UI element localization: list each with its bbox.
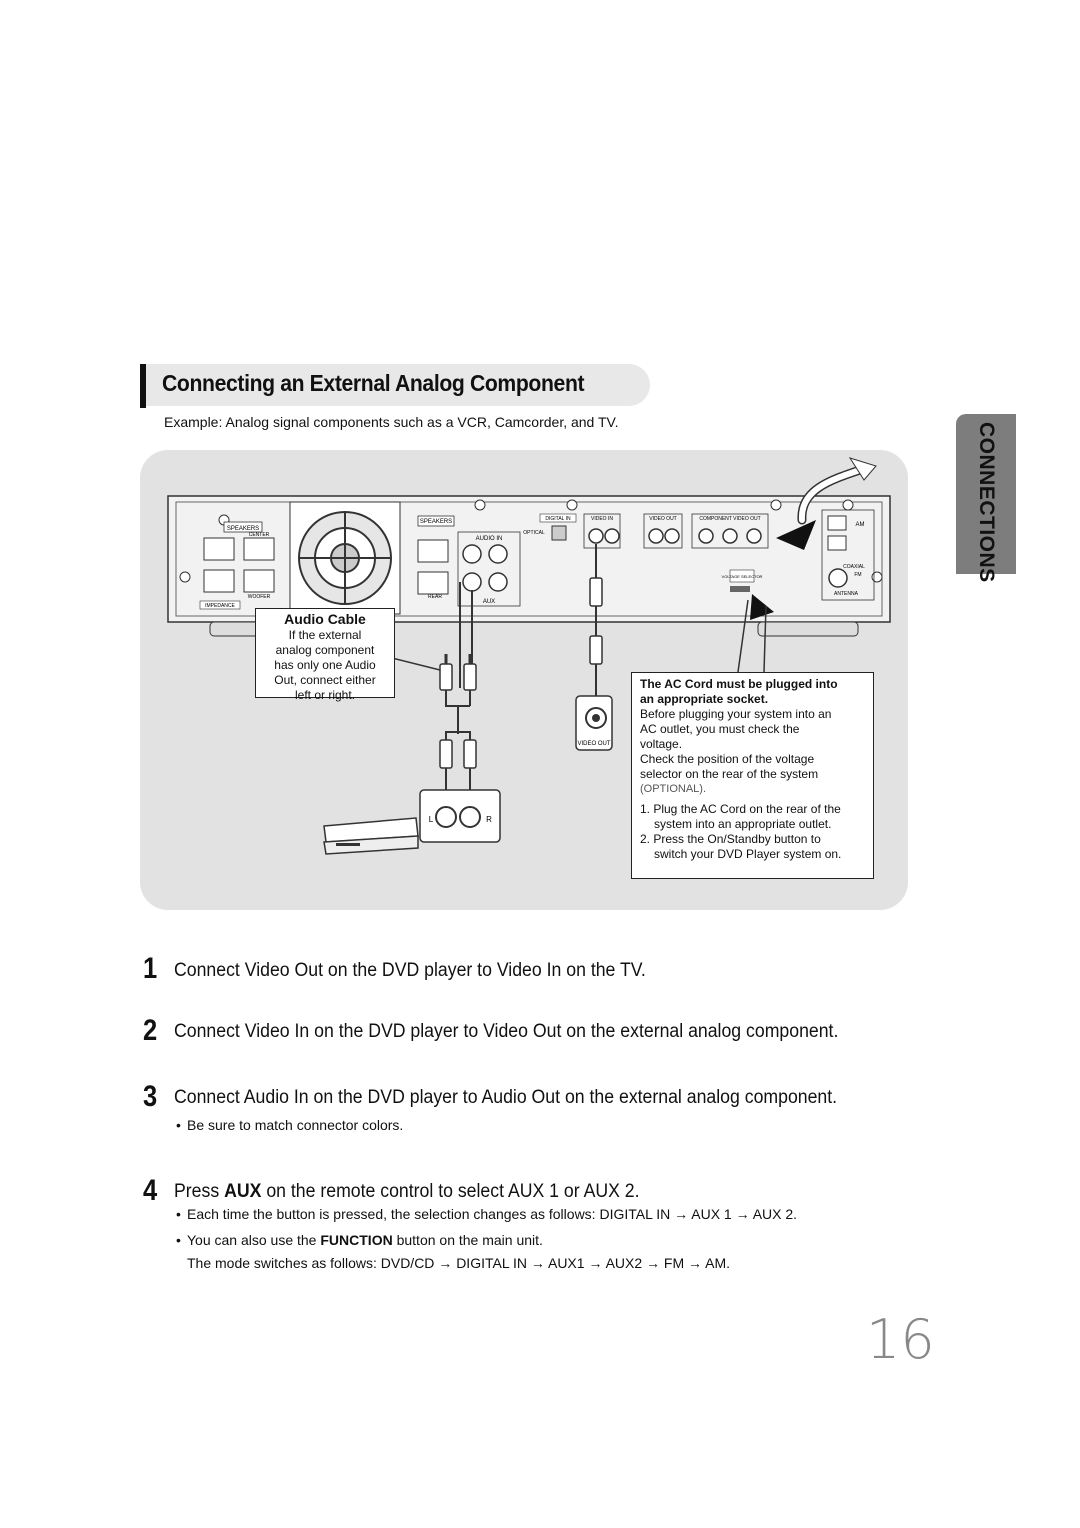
step3-bullet: • Be sure to match connector colors.: [176, 1117, 404, 1133]
step3-bullet-text: Be sure to match connector colors.: [187, 1117, 404, 1133]
impedance-label: IMPEDANCE: [205, 603, 235, 609]
audio-plug-group-top: [440, 654, 476, 690]
step4-text-pre: Press: [174, 1181, 225, 1202]
right-jack-label: R: [486, 815, 492, 824]
ac-note-item-cont: system into an appropriate outlet.: [654, 817, 832, 831]
step4-text-post: on the remote control to select AUX 1 or AUX 2.: [261, 1181, 640, 1202]
audio-cable-line: If the external: [288, 628, 362, 642]
ac-note-item-cont: switch your DVD Player system on.: [654, 847, 842, 861]
speakers-right-label: SPEAKERS: [419, 519, 453, 525]
ac-note-line: Check the position of the voltage: [640, 752, 815, 766]
step-text: Connect Audio In on the DVD player to Audio Out on the external analog component.: [174, 1087, 838, 1108]
audio-cable-line: left or right.: [294, 688, 356, 702]
ac-note-heading-1: The AC Cord must be plugged into: [640, 677, 838, 691]
component-video-out-label: COMPONENT VIDEO OUT: [699, 516, 761, 522]
audio-in-label: AUDIO IN: [475, 536, 503, 542]
audio-cable-line: has only one Audio: [274, 658, 376, 672]
audio-cable-line: Out, connect either: [274, 673, 376, 687]
step4-bullet-1-text: Each time the button is pressed, the selection changes as follows: DIGITAL IN → AUX 1 → AUX 2.: [187, 1206, 798, 1222]
center-label: CENTER: [248, 532, 270, 538]
section-title: Connecting an External Analog Component: [162, 370, 585, 396]
fm-label: FM: [854, 572, 862, 578]
video-in-label: VIDEO IN: [591, 516, 613, 522]
external-audio-jacks: [420, 790, 500, 842]
step-text: Connect Video Out on the DVD player to Video In on the TV.: [174, 960, 646, 981]
woofer-label: WOOFER: [247, 594, 271, 600]
aux-label: AUX: [482, 599, 496, 605]
external-device-illustration: [324, 818, 418, 854]
ac-note-optional: (OPTIONAL).: [640, 783, 707, 795]
step-number: 2: [143, 1014, 158, 1047]
coaxial-label: COAXIAL: [843, 564, 865, 570]
ac-cord-note: [631, 672, 874, 879]
step-text: Connect Video In on the DVD player to Video Out on the external analog component.: [174, 1021, 839, 1042]
ac-note-line: Before plugging your system into an: [640, 707, 832, 721]
rear-label: REAR: [428, 594, 442, 600]
side-tab-label: CONNECTIONS: [975, 422, 998, 583]
step-number: 1: [143, 952, 158, 985]
page-number: 16: [866, 1308, 935, 1371]
ac-note-item: 1. Plug the AC Cord on the rear of the: [640, 802, 841, 816]
step4-mode-line: The mode switches as follows: DVD/CD → DIGITAL IN → AUX1 → AUX2 → FM → AM.: [187, 1255, 731, 1271]
audio-cable-note: [255, 608, 395, 702]
step-number: 4: [143, 1174, 158, 1207]
optical-label: OPTICAL: [523, 530, 545, 536]
step4-bullet-2-pre: You can also use the: [187, 1232, 321, 1248]
step4-text-bold: AUX: [224, 1181, 262, 1202]
ac-note-heading-2: an appropriate socket.: [640, 692, 769, 706]
voltage-selector-label: VOLTAGE SELECTOR: [721, 574, 763, 579]
speakers-left-label: SPEAKERS: [226, 526, 260, 532]
step4-bullet-2: • You can also use the FUNCTION button on the main unit.: [176, 1232, 543, 1248]
step4-bullet-2-post: button on the main unit.: [392, 1232, 543, 1248]
section-title-bar: [140, 364, 146, 408]
video-out-label: VIDEO OUT: [649, 516, 677, 522]
antenna-label: ANTENNA: [834, 591, 858, 597]
ext-video-out-label: VIDEO OUT: [577, 741, 611, 747]
step-text: [174, 1181, 640, 1203]
section-subtitle: Example: Analog signal components such as a VCR, Camcorder, and TV.: [164, 414, 619, 430]
digital-in-label: DIGITAL IN: [545, 516, 571, 522]
left-jack-label: L: [428, 815, 434, 824]
ac-note-item: 2. Press the On/Standby button to: [640, 832, 821, 846]
audio-cable-heading: Audio Cable: [284, 611, 366, 627]
external-video-out-jack: [576, 696, 612, 750]
am-label: AM: [855, 522, 865, 528]
step4-bullet-2-bold: FUNCTION: [320, 1232, 393, 1248]
step-number: 3: [143, 1080, 158, 1113]
audio-cable-line: analog component: [275, 643, 375, 657]
ac-note-line: AC outlet, you must check the: [640, 722, 800, 736]
step4-bullet-1: • Each time the button is pressed, the selection changes as follows: DIGITAL IN → AUX 1 → AUX 2.: [176, 1206, 798, 1222]
ac-note-line: voltage.: [640, 737, 683, 751]
ac-note-line: selector on the rear of the system: [640, 767, 819, 781]
